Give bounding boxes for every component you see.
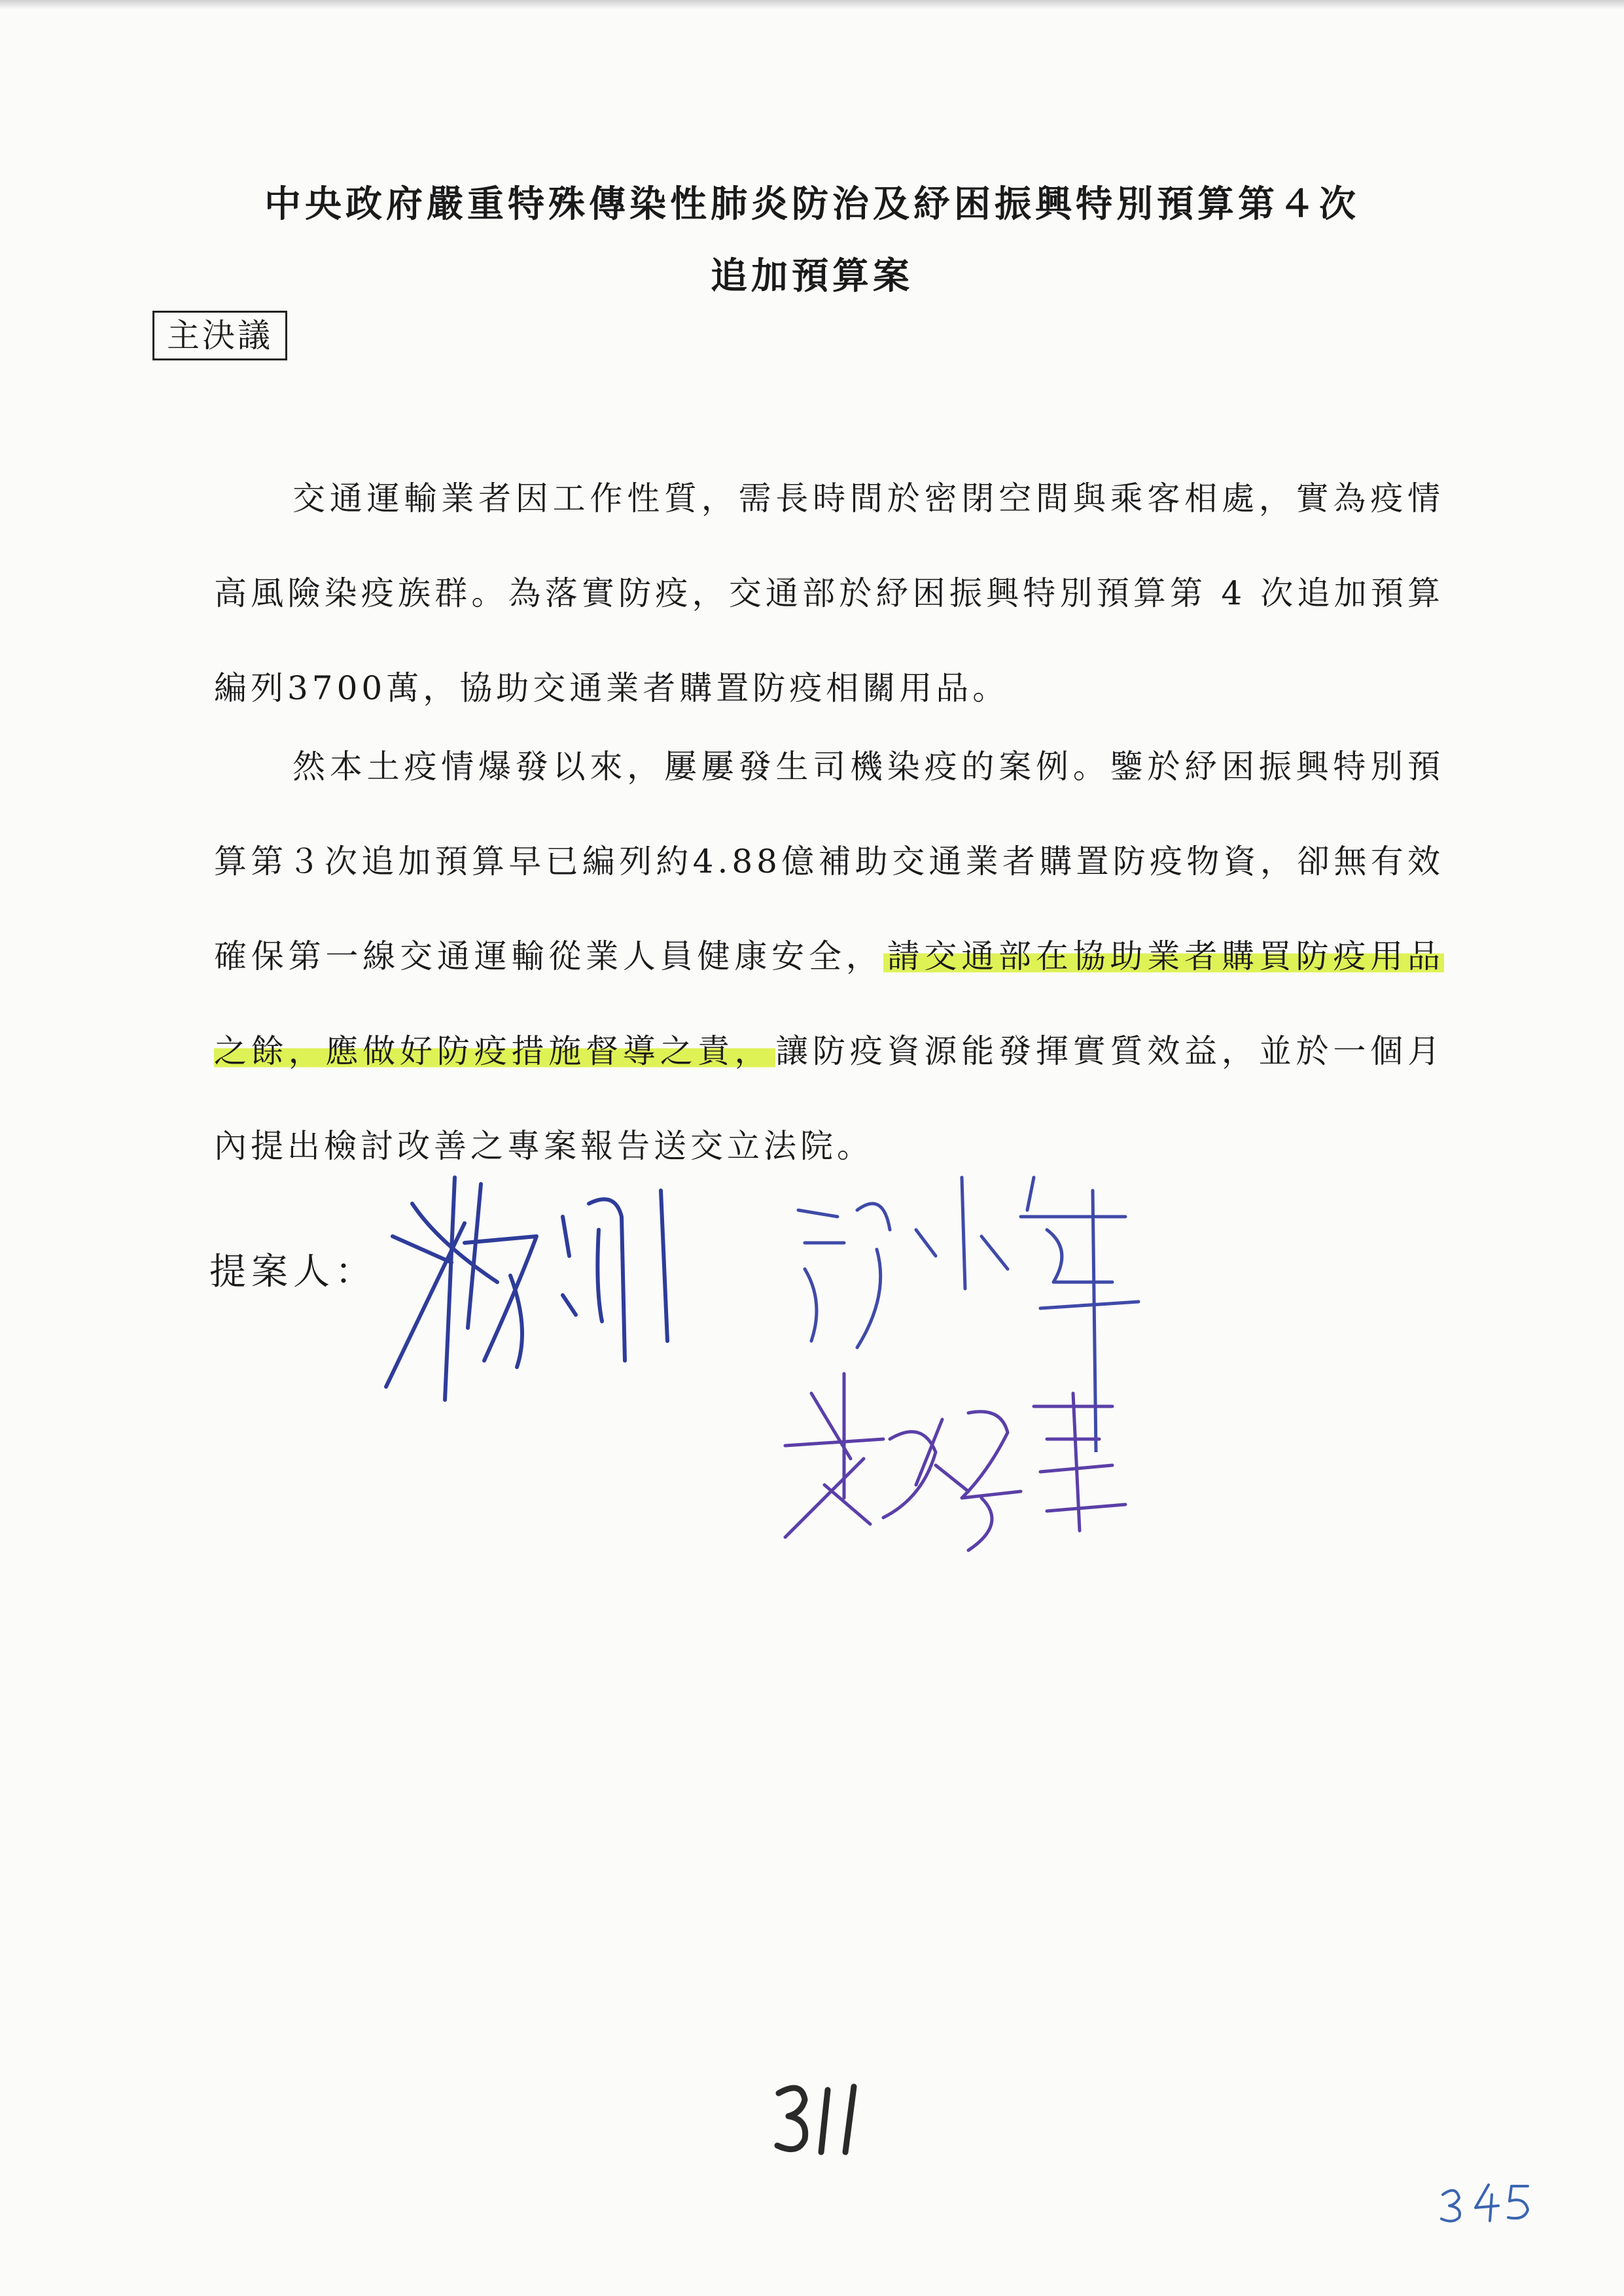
paragraph-2-before: 然本土疫情爆發以來，屢屢發生司機染疫的案例。鑒於紓困振興特別預算第３次追加預算早已編列約4.88億補助交通業者購置防疫物資，卻無有效確保第一線交通運輸從業人員健康安全， <box>214 748 1444 975</box>
signature-3 <box>772 1367 1139 1583</box>
document-title-line-2: 追加預算案 <box>711 254 913 298</box>
resolution-type-box: 主決議 <box>152 311 287 360</box>
scan-top-edge <box>0 0 1624 9</box>
highlighted-request: 請交通部在協助業者購買防疫用品之餘，應做好防疫措施督導之責， <box>214 937 1444 1070</box>
proposer-label: 提案人： <box>209 1251 377 1293</box>
paragraph-2 <box>214 720 1444 1194</box>
document-title-line-1: 中央政府嚴重特殊傳染性肺炎防治及紓困振興特別預算第４次 <box>264 183 1360 226</box>
stamped-page-number <box>1436 2178 1541 2227</box>
paragraph-2-after: 讓防疫資源能發揮實質效益，並於一個月內提出檢討改善之專案報告送交立法院。 <box>214 1032 1444 1165</box>
handwritten-page-number <box>772 2080 864 2161</box>
signature-1 <box>366 1164 694 1413</box>
paragraph-1: 交通運輸業者因工作性質，需長時間於密閉空間與乘客相處，實為疫情高風險染疫族群。為落實防疫，交通部於紓困振興特別預算第 4 次追加預算編列3700萬，協助交通業者購置防疫相關用品。 <box>214 479 1444 707</box>
